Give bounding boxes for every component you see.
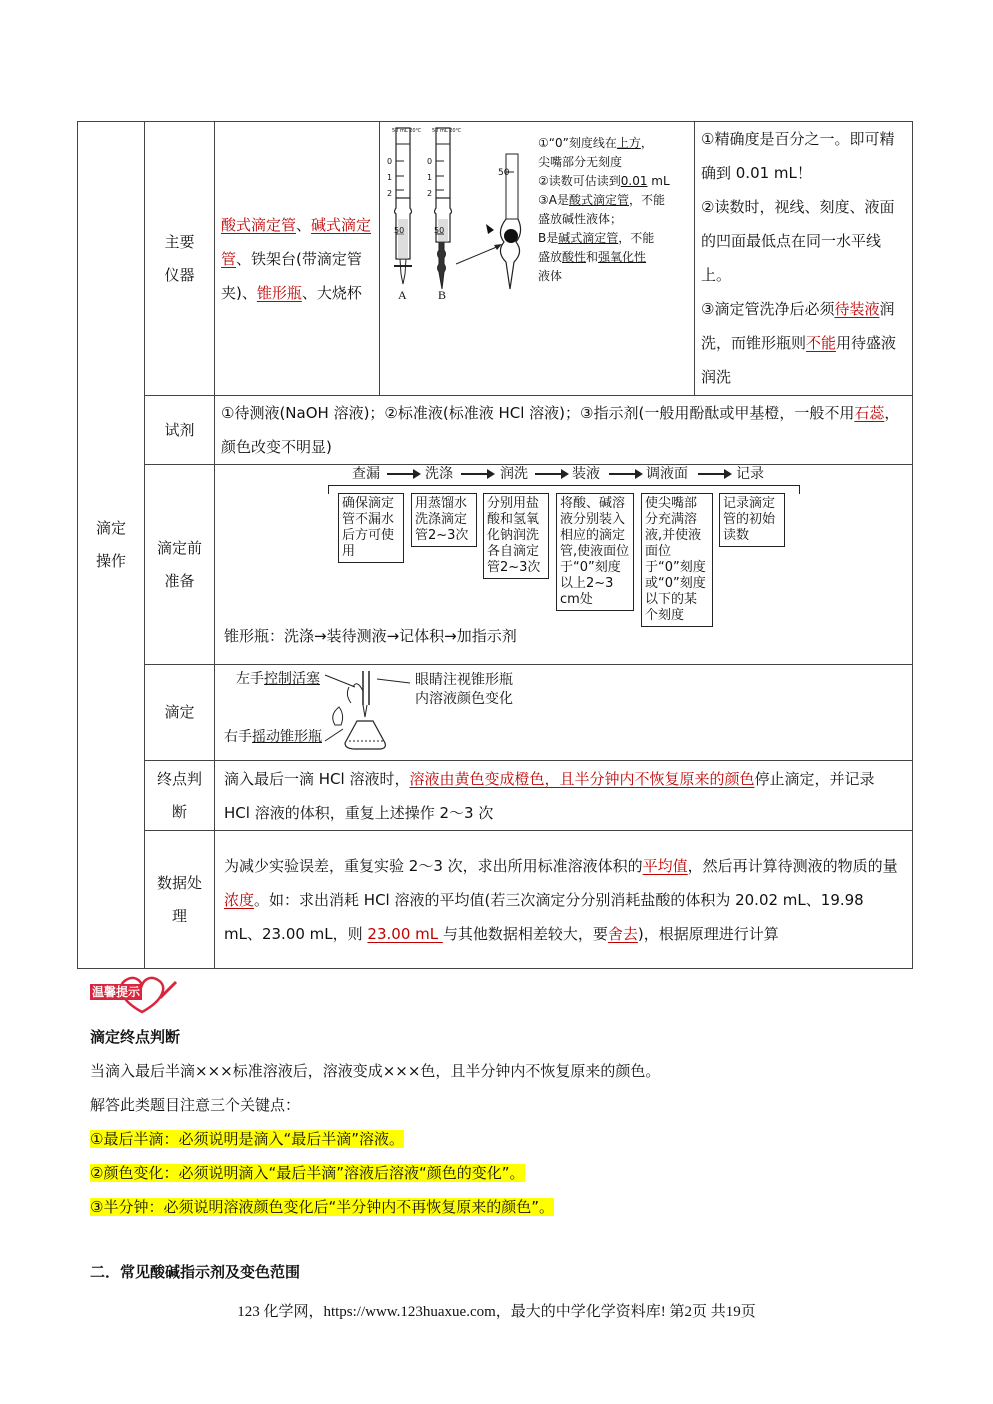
step-fill: 装液 [572,466,600,482]
step-adjust: 调液面 [646,466,688,482]
tip-point-3: ③半分钟：必须说明溶液颜色变化后“半分钟内不再恢复原来的颜色”。 [90,1198,554,1216]
arrow-2 [461,473,493,475]
tip-line-2: 解答此类题目注意三个关键点： [90,1096,301,1114]
box-wash: 用蒸馏水洗涤滴定管2~3次 [411,493,477,547]
step-leak-check: 查漏 [352,466,380,482]
left-hand-label: 左手控制活塞 [236,671,320,687]
scale-labels-b: 0 1 2 [427,157,433,198]
titration-cell [215,665,913,761]
step-wash: 洗涤 [425,466,453,482]
box-rinse: 分别用盐酸和氢氧化钠润洗各自滴定管2~3次 [483,493,549,579]
preparation-cell [215,465,913,665]
arrow-1 [387,473,419,475]
box-fill: 将酸、碱溶液分别装入相应的滴定管,使液面位于“0”刻度以上2~3 cm处 [556,493,634,611]
flask-procedure: 锥形瓶：洗涤→装待测液→记体积→加指示剂 [224,627,517,645]
tube-label-a: A [398,288,407,302]
row-label-titration: 滴定 [145,665,215,761]
arrow-4 [609,473,641,475]
preparation-flow [215,465,913,663]
row-label-instruments: 主要仪器 [145,122,215,396]
box-record: 记录滴定管的初始读数 [719,493,785,547]
magnified-50: 50 [498,168,510,178]
scale-labels-a: 0 1 2 [387,157,393,198]
box-adjust: 使尖嘴部分充满溶液,并使液面位于“0”刻度或“0”刻度以下的某个刻度 [641,493,713,627]
tube-top-label-b: 50 mL 20℃ [432,128,462,134]
instruments-text: 酸式滴定管、碱式滴定管、铁架台(带滴定管夹)、锥形瓶、大烧杯 [215,122,380,396]
tip-line-1: 当滴入最后半滴×××标准溶液后，溶液变成×××色，且半分钟内不恢复原来的颜色。 [90,1062,661,1080]
endpoint-text: 滴入最后一滴 HCl 溶液时，溶液由黄色变成橙色，且半分钟内不恢复原来的颜色停止滴定，并记录 HCl 溶液的体积，重复上述操作 2～3 次 [215,761,913,831]
row-label-data: 数据处理 [145,831,215,969]
arrow-3 [535,473,567,475]
row-label-reagents: 试剂 [145,396,215,465]
section-label: 滴定操作 [78,122,145,969]
page-footer: 123 化学网，https://www.123huaxue.com，最大的中学化学资料库! 第2页 共19页 [237,1304,756,1320]
right-hand-label: 右手摇动锥形瓶 [224,729,322,745]
titration-table [77,121,913,969]
scale-50-b: 50 [434,226,445,235]
section-2-heading: 二．常见酸碱指示剂及变色范围 [90,1263,301,1281]
row-label-endpoint: 终点判断 [145,761,215,831]
row-label-preparation: 滴定前准备 [145,465,215,665]
tip-point-2: ②颜色变化：必须说明滴入“最后半滴”溶液后溶液“颜色的变化”。 [90,1164,525,1182]
burette-notes: ①“0”刻度线在上方， 尖嘴部分无刻度 ②读数可估读到0.01 mL ③A是酸式滴定管，不能 盛放碱性液体； B是碱式滴定管，不能 盛放酸性和强氧化性 液体 [538,136,670,283]
scale-50-a: 50 [394,226,405,235]
burette-diagram-cell [380,122,695,396]
data-processing-text: 为减少实验误差，重复实验 2～3 次，求出所用标准溶液体积的平均值，然后再计算待测液的物质的量浓度。如：求出消耗 HCl 溶液的平均值(若三次滴定分分别消耗盐酸的体积为 20.02 mL、19.98 mL、23.00 mL，则 23.00 mL 与其他数据相差较大，要舍去)，根据原理进行计算 [215,831,913,969]
step-rinse: 润洗 [500,466,528,482]
instruments-notes: ①精确度是百分之一。即可精确到 0.01 mL！ ②读数时，视线、刻度、液面的凹面最低点在同一水平线上。 ③滴定管洗净后必须待装液润洗，而锥形瓶则不能用待盛液润洗 [695,122,913,396]
box-leak-check: 确保滴定管不漏水后方可使用 [338,493,404,563]
step-record: 记录 [736,466,764,482]
tip-logo: 温馨提示 [90,972,182,1018]
arrow-5 [698,473,730,475]
reagents-text: ①待测液(NaOH 溶液)；②标准液(标准液 HCl 溶液)；③指示剂(一般用酚酞或甲基橙，一般不用石蕊，颜色改变不明显) [215,396,913,465]
eye-note: 眼睛注视锥形瓶 内溶液颜色变化 [415,672,513,707]
burette-diagram [384,124,544,314]
tube-top-label-a: 50 mL 20℃ [392,128,422,134]
tip-heading: 滴定终点判断 [90,1028,181,1046]
tip-point-1: ①最后半滴：必须说明是滴入“最后半滴”溶液。 [90,1130,404,1148]
tube-label-b: B [438,288,447,302]
